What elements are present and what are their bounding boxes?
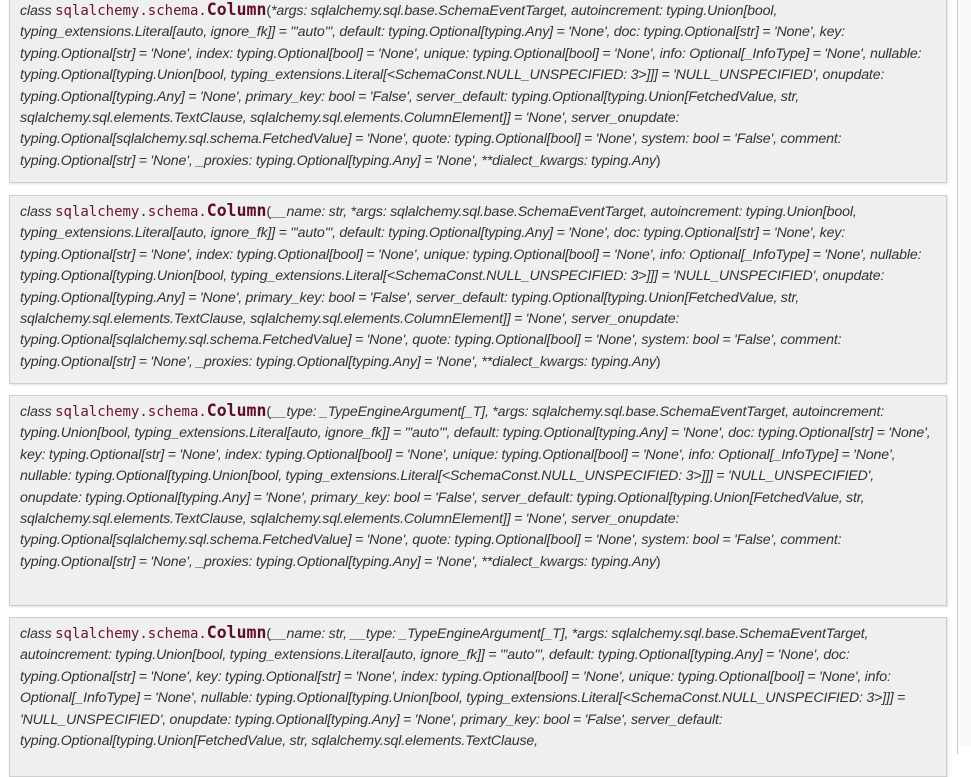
close-paren: ) [655, 353, 661, 370]
signature-text [20, 0, 936, 172]
parameter-list: __type: _TypeEngineArgument[_T], *args: sqlalchemy.sql.base.SchemaEventTarget, autoincrement: typing.Union[bool, typing_extensions.Literal[auto, ignore_fk]] = "'auto'", default: typing.Optional[typing.Any] = 'None', doc: typing.Optional[str] = 'None', key: typing.Optional[str] = 'None', index: typing.Optional[bool] = 'None', unique: typing.Optional[bool] = 'None', info: Optional[_InfoType] = 'None', nullable: typing.Optional[typing.Union[bool, typing_extensions.Literal[<SchemaConst.NULL_UNSPECIFIED: 3>]]] = 'NULL_UNSPECIFIED', onupdate: typing.Optional[typing.Any] = 'None', primary_key: bool = 'False', server_default: typing.Optional[typing.Union[FetchedValue, str, sqlalchemy.sql.elements.TextClause, sqlalchemy.sql.elements.ColumnElement]] = 'None', server_onupdate: typing.Optional[sqlalchemy.sql.schema.FetchedValue] = 'None', quote: typing.Optional[bool] = 'None', system: bool = 'False', comment: typing.Optional[str] = 'None', _proxies: typing.Optional[typing.Any] = 'None', **dialect_kwargs: typing.Any [20, 404, 931, 570]
class-keyword: class [20, 3, 52, 19]
module-path: sqlalchemy.schema. [55, 204, 207, 220]
class-keyword: class [20, 404, 52, 420]
class-keyword: class [20, 204, 52, 220]
open-paren: ( [266, 3, 271, 19]
open-paren: ( [266, 204, 271, 220]
class-name-link[interactable]: Column [206, 623, 267, 642]
class-name-link[interactable]: Column [206, 201, 267, 220]
signature-text [20, 622, 936, 752]
signature-text [20, 400, 936, 573]
module-path: sqlalchemy.schema. [55, 3, 207, 19]
open-paren: ( [266, 626, 271, 642]
close-paren: ) [655, 553, 661, 570]
class-name-link[interactable]: Column [206, 401, 267, 420]
signature-box-1 [9, 0, 947, 183]
signature-text [20, 200, 936, 373]
module-path: sqlalchemy.schema. [55, 404, 207, 420]
signature-box-4 [9, 617, 947, 777]
class-keyword: class [20, 626, 52, 642]
class-name-link[interactable]: Column [206, 0, 267, 19]
signature-box-3 [9, 395, 947, 606]
close-paren: ) [655, 152, 661, 169]
parameter-list: __name: str, *args: sqlalchemy.sql.base.SchemaEventTarget, autoincrement: typing.Union[bool, typing_extensions.Literal[auto, ignore_fk]] = "'auto'", default: typing.Optional[typing.Any] = 'None', doc: typing.Optional[str] = 'None', key: typing.Optional[str] = 'None', index: typing.Optional[bool] = 'None', unique: typing.Optional[bool] = 'None', info: Optional[_InfoType] = 'None', nullable: typing.Optional[typing.Union[bool, typing_extensions.Literal[<SchemaConst.NULL_UNSPECIFIED: 3>]]] = 'NULL_UNSPECIFIED', onupdate: typing.Optional[typing.Any] = 'None', primary_key: bool = 'False', server_default: typing.Optional[typing.Union[FetchedValue, str, sqlalchemy.sql.elements.TextClause, sqlalchemy.sql.elements.ColumnElement]] = 'None', server_onupdate: typing.Optional[sqlalchemy.sql.schema.FetchedValue] = 'None', quote: typing.Optional[bool] = 'None', system: bool = 'False', comment: typing.Optional[str] = 'None', _proxies: typing.Optional[typing.Any] = 'None', **dialect_kwargs: typing.Any [20, 204, 922, 370]
signature-box-2 [9, 195, 947, 384]
parameter-list: *args: sqlalchemy.sql.base.SchemaEventTarget, autoincrement: typing.Union[bool, typing_extensions.Literal[auto, ignore_fk]] = "'auto'", default: typing.Optional[typing.Any] = 'None', doc: typing.Optional[str] = 'None', key: typing.Optional[str] = 'None', index: typing.Optional[bool] = 'None', unique: typing.Optional[bool] = 'None', info: Optional[_InfoType] = 'None', nullable: typing.Optional[typing.Union[bool, typing_extensions.Literal[<SchemaConst.NULL_UNSPECIFIED: 3>]]] = 'NULL_UNSPECIFIED', onupdate: typing.Optional[typing.Any] = 'None', primary_key: bool = 'False', server_default: typing.Optional[typing.Union[FetchedValue, str, sqlalchemy.sql.elements.TextClause, sqlalchemy.sql.elements.ColumnElement]] = 'None', server_onupdate: typing.Optional[sqlalchemy.sql.schema.FetchedValue] = 'None', quote: typing.Optional[bool] = 'None', system: bool = 'False', comment: typing.Optional[str] = 'None', _proxies: typing.Optional[typing.Any] = 'None', **dialect_kwargs: typing.Any [20, 3, 922, 169]
module-path: sqlalchemy.schema. [55, 626, 207, 642]
parameter-list: __name: str, __type: _TypeEngineArgument[_T], *args: sqlalchemy.sql.base.SchemaEventTarget, autoincrement: typing.Union[bool, typing_extensions.Literal[auto, ignore_fk]] = "'auto'", default: typing.Optional[typing.Any] = 'None', doc: typing.Optional[str] = 'None', key: typing.Optional[str] = 'None', index: typing.Optional[bool] = 'None', unique: typing.Optional[bool] = 'None', info: Optional[_InfoType] = 'None', nullable: typing.Optional[typing.Union[bool, typing_extensions.Literal[<SchemaConst.NULL_UNSPECIFIED: 3>]]] = 'NULL_UNSPECIFIED', onupdate: typing.Optional[typing.Any] = 'None', primary_key: bool = 'False', server_default: typing.Optional[typing.Union[FetchedValue, str, sqlalchemy.sql.elements.TextClause, [20, 626, 906, 750]
open-paren: ( [266, 404, 271, 420]
right-gutter [959, 0, 971, 746]
